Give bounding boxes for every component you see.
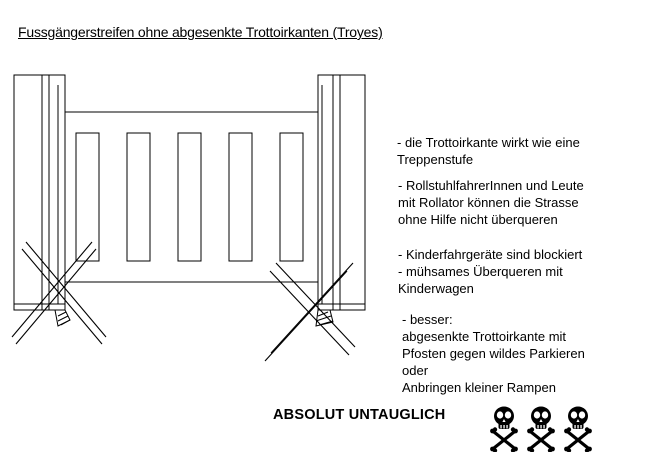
- left-sidewalk: [14, 75, 70, 326]
- right-sidewalk: [316, 75, 365, 326]
- crosswalk-stripe: [76, 133, 99, 261]
- note-wheelchair: - RollstuhlfahrerInnen und Leute mit Rollator können die Strasse ohne Hilfe nicht überqueren: [398, 178, 584, 227]
- left-x-mark: [12, 242, 106, 344]
- crosswalk-stripe: [229, 133, 252, 261]
- note-children: - Kinderfahrgeräte sind blockiert - mühsames Überqueren mit Kinderwagen: [398, 247, 583, 296]
- skull-crossbones-icon: [489, 404, 519, 452]
- right-x-mark: [265, 263, 355, 361]
- skull-crossbones-icon: [526, 404, 556, 452]
- note-better: - besser: abgesenkte Trottoirkante mit Pfosten gegen wildes Parkieren oder Anbringen kleiner Rampen: [402, 312, 585, 395]
- note-curb-step: - die Trottoirkante wirkt wie eine Treppenstufe: [397, 135, 580, 167]
- diagram-title: Fussgängerstreifen ohne abgesenkte Trottoirkanten (Troyes): [18, 24, 383, 40]
- crosswalk-stripe: [127, 133, 150, 261]
- crosswalk-stripe: [280, 133, 303, 261]
- crosswalk-stripe: [178, 133, 201, 261]
- skull-crossbones-icon: [563, 404, 593, 452]
- verdict-label: ABSOLUT UNTAUGLICH: [273, 407, 446, 423]
